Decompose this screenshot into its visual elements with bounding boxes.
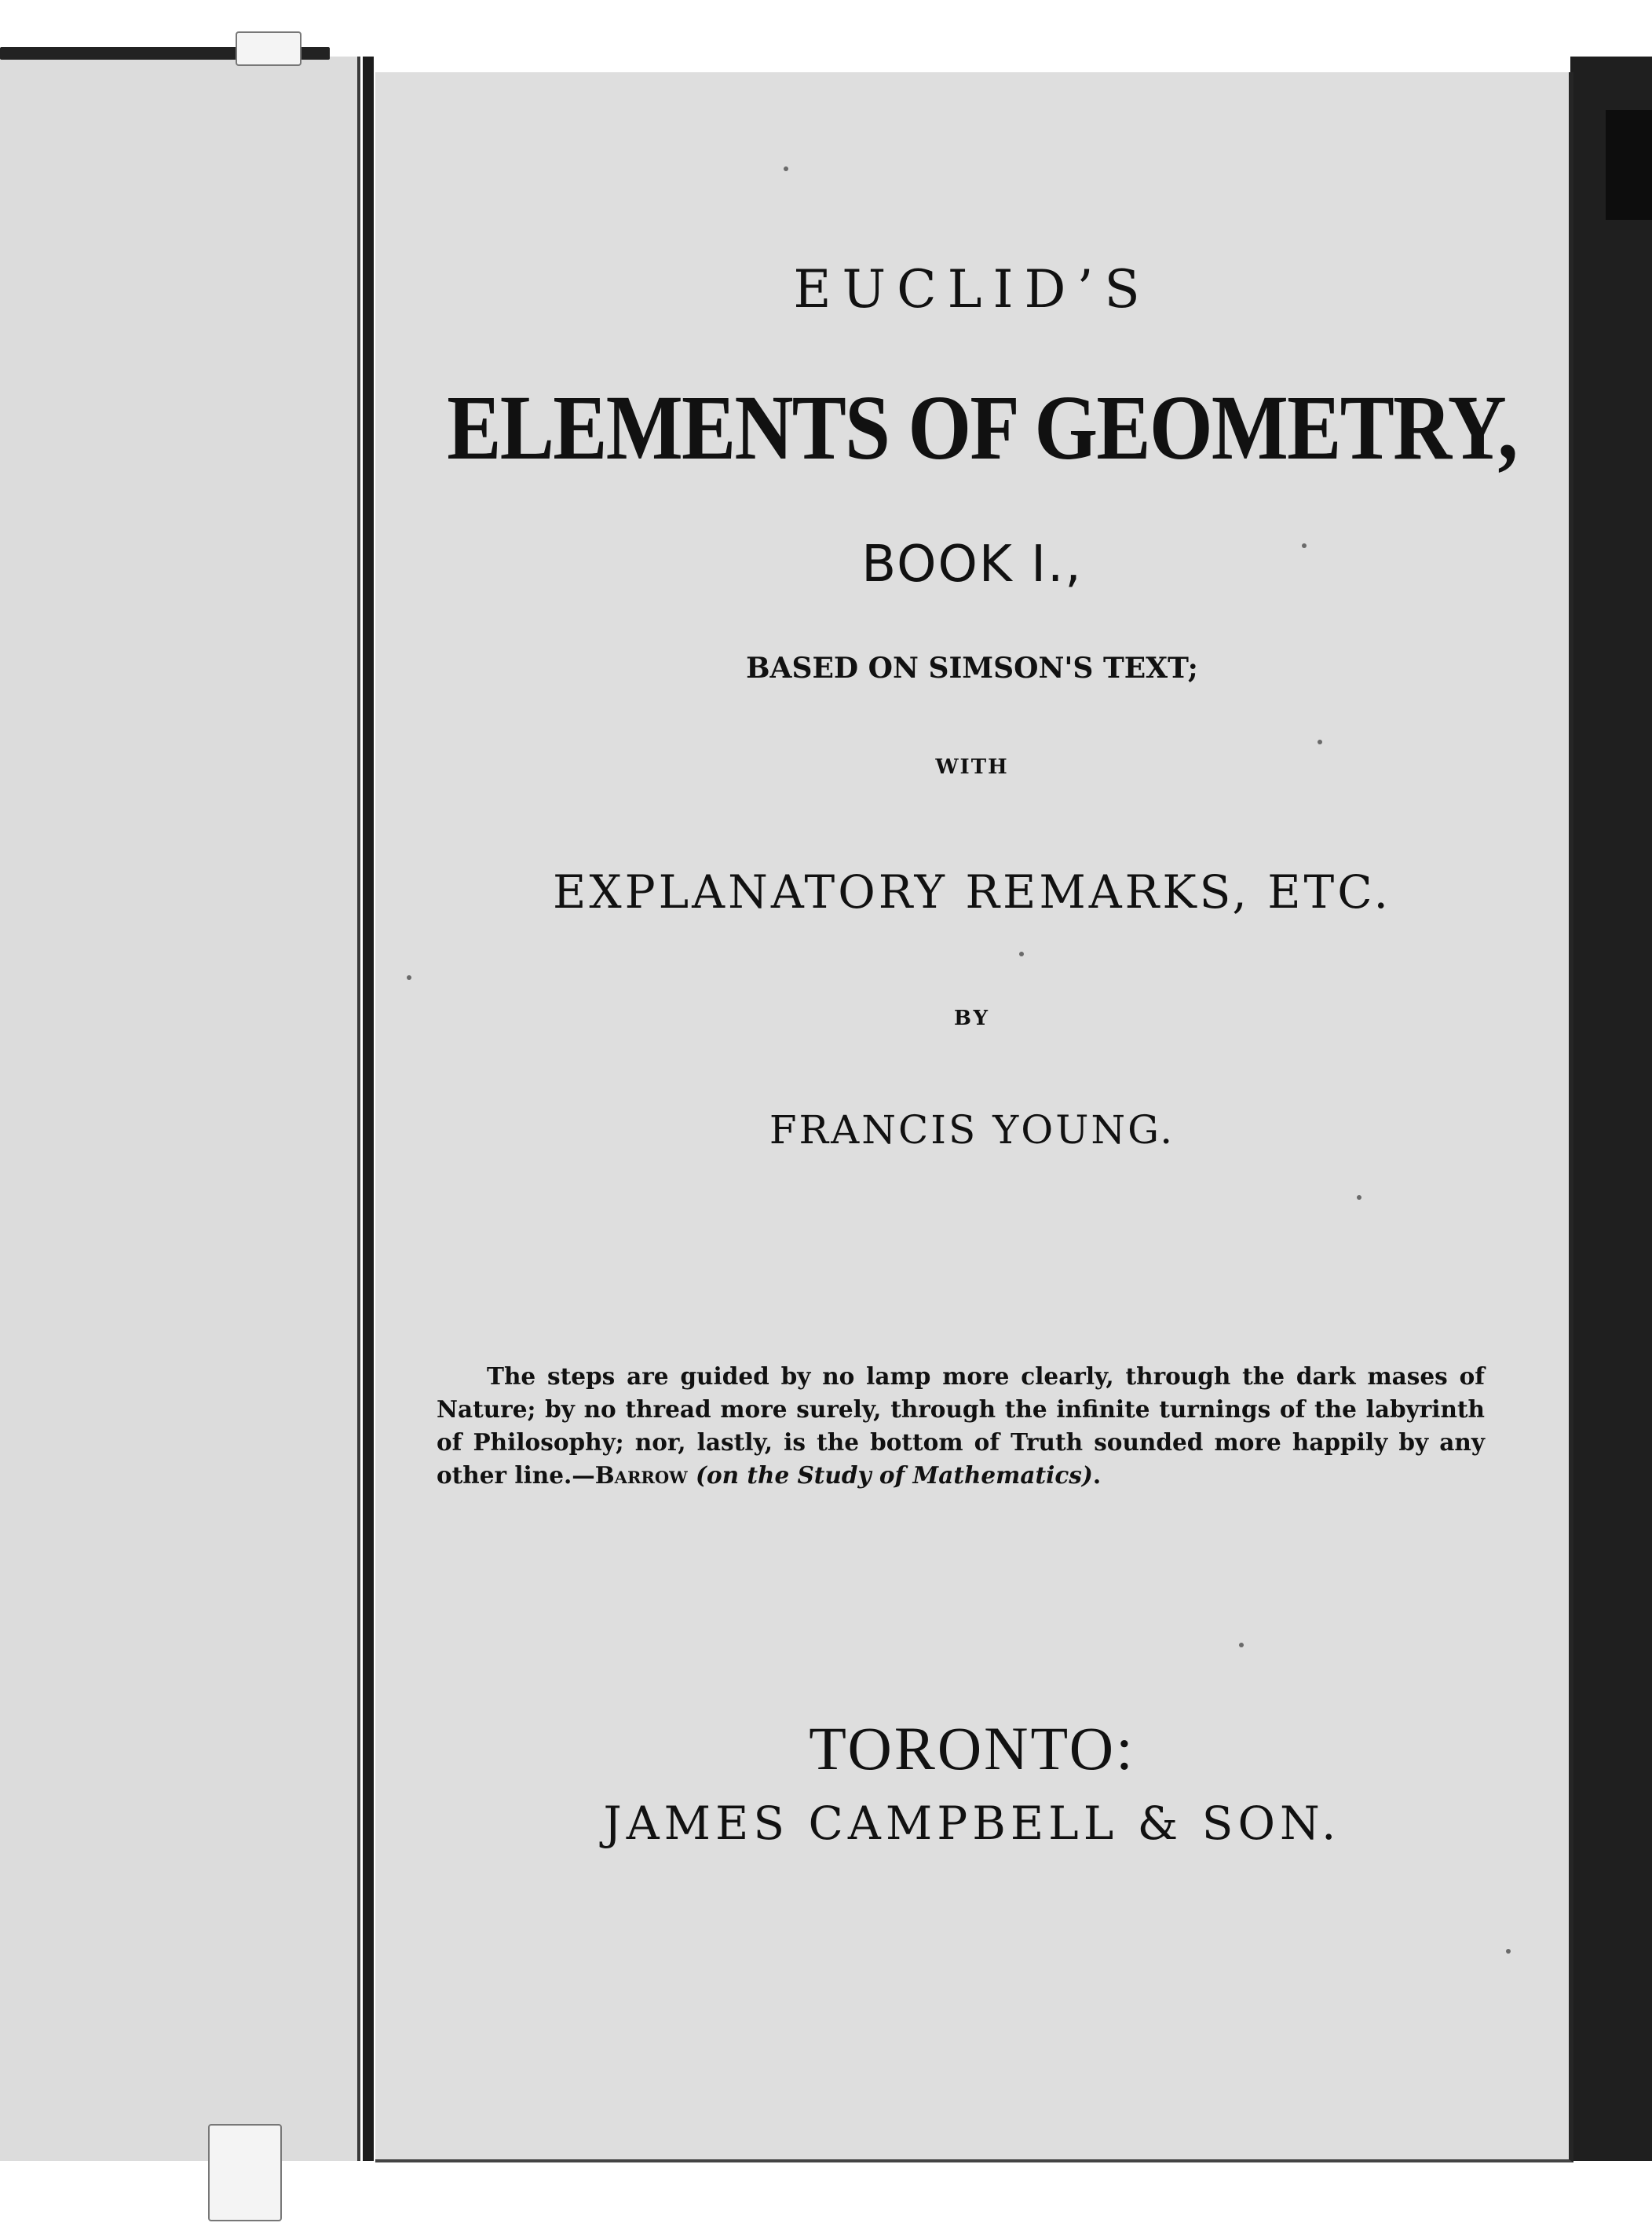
epigraph-work: (on the Study of Mathematics) <box>696 1461 1093 1489</box>
epigraph-text: The steps are guided by no lamp more clearly, through the dark mases of Nature; by no thread more surely, through the infinite turnings of the labyrinth of Philosophy; nor, lastly, is the bottom of Truth sounded more happily by any other line.— <box>437 1362 1485 1489</box>
subtitle-explanatory: EXPLANATORY REMARKS, ETC. <box>553 865 1391 919</box>
title-line-book: BOOK I., <box>861 536 1083 594</box>
imprint-publisher: JAMES CAMPBELL & SON. <box>603 1797 1341 1850</box>
imprint-city: TORONTO: <box>809 1714 1135 1782</box>
right-margin-dark <box>1570 57 1652 2161</box>
paper-speck <box>1239 1643 1244 1647</box>
paper-tab-bottom <box>208 2124 282 2221</box>
left-page-blank <box>0 57 360 2161</box>
title-line-euclid: EUCLID’S <box>793 259 1151 320</box>
paper-speck <box>1318 740 1322 744</box>
title-page <box>375 72 1573 2162</box>
paper-speck <box>407 975 411 980</box>
by-line: BY <box>953 1007 991 1030</box>
paper-speck <box>1357 1195 1361 1200</box>
subtitle-based-on: BASED ON SIMSON'S TEXT; <box>746 652 1198 685</box>
title-line-elements: ELEMENTS OF GEOMETRY, <box>447 376 1517 479</box>
subtitle-with: WITH <box>935 755 1009 779</box>
book-binding <box>363 57 374 2161</box>
paper-tab-top <box>236 31 302 66</box>
epigraph-end: . <box>1092 1461 1102 1489</box>
author-name: FRANCIS YOUNG. <box>769 1107 1175 1153</box>
right-margin-shadow <box>1606 110 1652 220</box>
paper-speck <box>1019 952 1024 956</box>
epigraph-author: Barrow <box>594 1461 688 1489</box>
paper-speck <box>1506 1949 1511 1954</box>
epigraph <box>437 1360 1485 1492</box>
paper-speck <box>784 166 788 171</box>
